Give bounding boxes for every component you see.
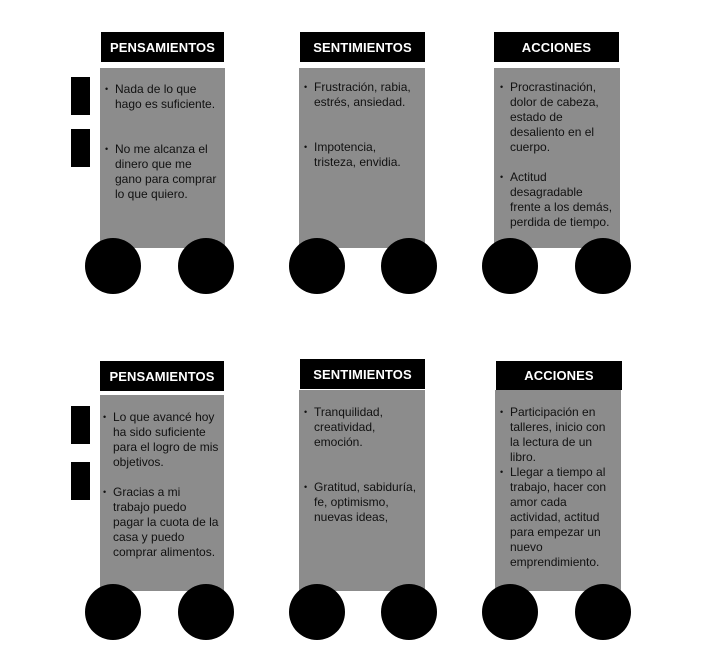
list-item: • Participación en talleres, inicio con la lectura de un libro. [500, 405, 617, 465]
side-tab [71, 406, 90, 444]
wheel [85, 238, 141, 294]
pensamientos-header-1: PENSAMIENTOS [101, 32, 224, 62]
list-item: • Nada de lo que hago es suficiente. [105, 82, 221, 112]
pensamientos-card-1 [100, 68, 225, 248]
acciones-header-1: ACCIONES [494, 32, 619, 62]
sentimientos-header-1: SENTIMIENTOS [300, 32, 425, 62]
wheel [482, 238, 538, 294]
wheel [381, 584, 437, 640]
wheel [575, 584, 631, 640]
wheel [178, 238, 234, 294]
side-tab [71, 129, 90, 167]
list-item: • Actitud desagradable frente a los demás, perdida de tiempo. [500, 170, 616, 230]
wheel [482, 584, 538, 640]
wheel [289, 238, 345, 294]
side-tab [71, 77, 90, 115]
wheel [575, 238, 631, 294]
list-item: • Impotencia, tristeza, envidia. [304, 140, 421, 170]
list-item: • Tranquilidad, creatividad, emoción. [304, 405, 421, 450]
acciones-header-2: ACCIONES [496, 361, 622, 390]
wheel [381, 238, 437, 294]
list-item: • Llegar a tiempo al trabajo, hacer con amor cada actividad, actitud para empezar un nuevo emprendimiento. [500, 465, 617, 570]
list-item: • Lo que avancé hoy ha sido suficiente para el logro de mis objetivos. [103, 410, 220, 470]
side-tab [71, 462, 90, 500]
acciones-card-1 [494, 68, 620, 248]
list-item: • Gratitud, sabiduría, fe, optimismo, nuevas ideas, [304, 480, 421, 525]
list-item: • Frustración, rabia, estrés, ansiedad. [304, 80, 421, 110]
pensamientos-card-2 [100, 395, 224, 591]
sentimientos-card-2 [299, 390, 425, 591]
sentimientos-header-2: SENTIMIENTOS [300, 359, 425, 389]
wheel [85, 584, 141, 640]
wheel [289, 584, 345, 640]
sentimientos-card-1 [299, 68, 425, 248]
list-item: • Gracias a mi trabajo puedo pagar la cuota de la casa y puedo comprar alimentos. [103, 485, 220, 560]
list-item: • Procrastinación, dolor de cabeza, estado de desaliento en el cuerpo. [500, 80, 616, 155]
wheel [178, 584, 234, 640]
pensamientos-header-2: PENSAMIENTOS [100, 361, 224, 391]
acciones-card-2 [495, 390, 621, 591]
list-item: • No me alcanza el dinero que me gano para comprar lo que quiero. [105, 142, 221, 202]
